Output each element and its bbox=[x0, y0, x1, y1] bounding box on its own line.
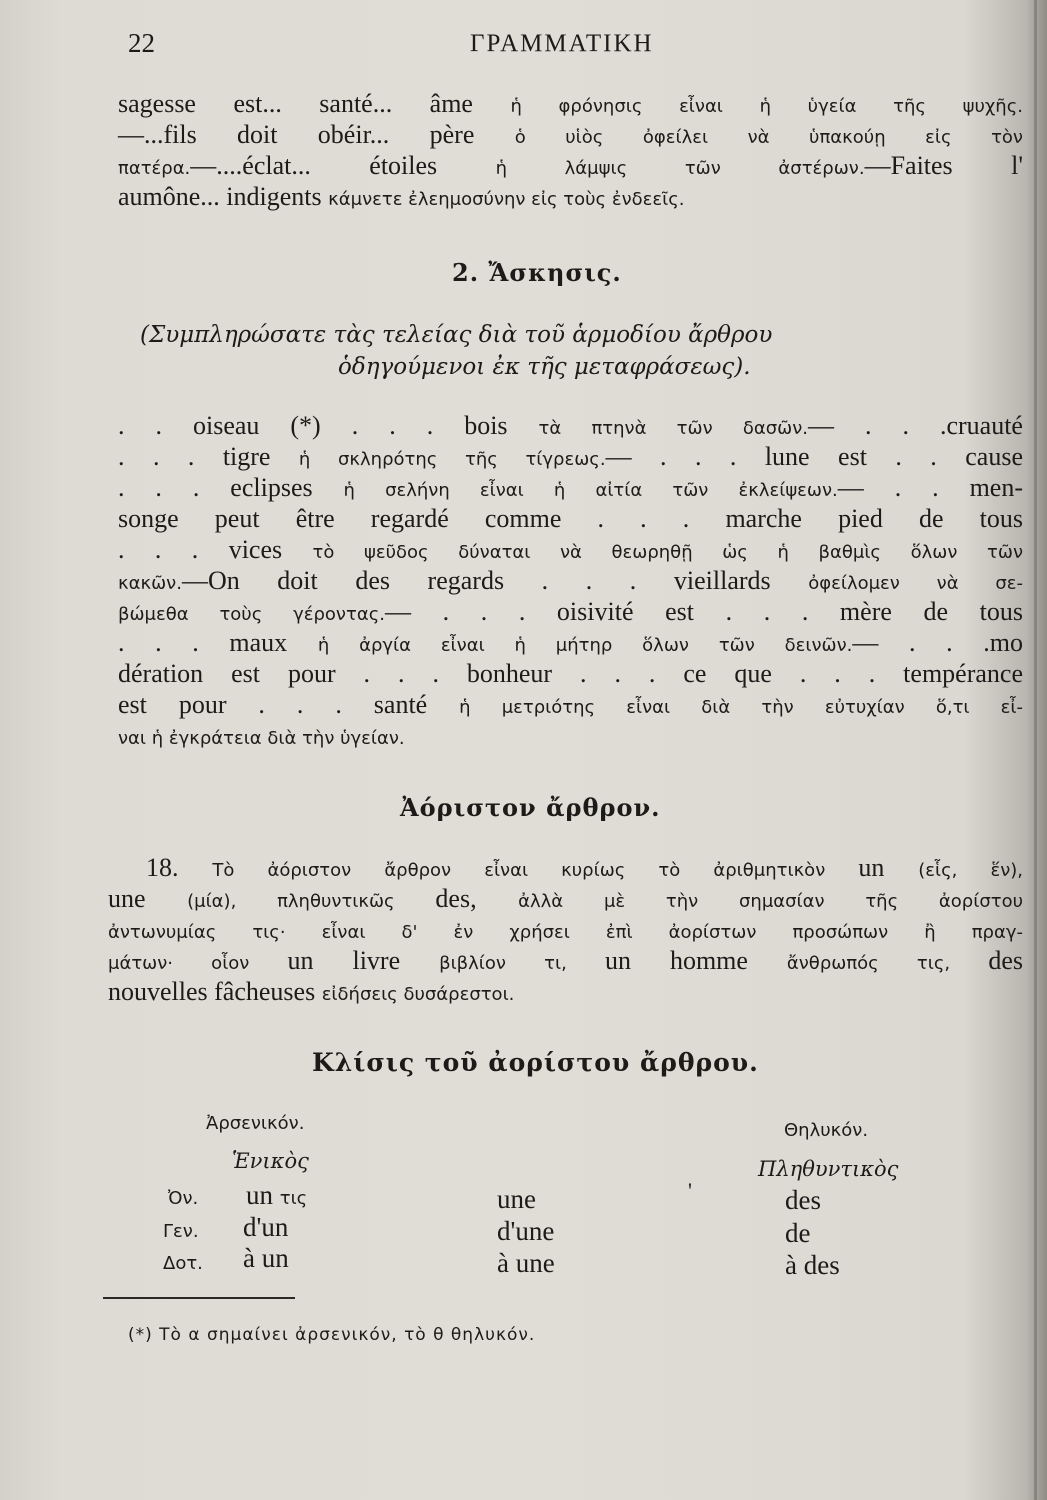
singular-label: Ἑνικὸς bbox=[232, 1149, 309, 1173]
text-line: . . . vices τὸ ψεῦδος δύναται νὰ θεωρηθῇ ὡς ἡ βαθμὶς ὅλων τῶν bbox=[118, 535, 1023, 564]
feminine-label: Θηλυκόν. bbox=[784, 1120, 869, 1141]
exercise-heading: 2. Ἄσκησις. bbox=[452, 258, 622, 287]
plural-form: de bbox=[785, 1218, 811, 1248]
case-label: Ὀν. bbox=[168, 1188, 199, 1209]
text-line: dération est pour . . . bonheur . . . ce que . . . tempérance bbox=[118, 659, 1023, 688]
exercise-paragraph bbox=[118, 410, 1023, 751]
footnote: (*) Τὸ α σημαίνει ἀρσενικόν, τὸ θ θηλυκόν. bbox=[128, 1325, 536, 1345]
footnote-rule bbox=[103, 1297, 295, 1299]
exercise-instruction-line2: ὁδηγούμενοι ἐκ τῆς μεταφράσεως). bbox=[338, 354, 751, 380]
text-line: sagesse est... santé... âme ἡ φρόνησις εἶναι ἡ ὑγεία τῆς ψυχῆς. bbox=[118, 89, 1023, 118]
text-line: aumône... indigents κάμνετε ἐλεημοσύνην εἰς τοὺς ἐνδεεῖς. bbox=[118, 182, 685, 211]
case-label: Γεν. bbox=[163, 1221, 199, 1242]
fem-form: d'une bbox=[497, 1216, 555, 1246]
plural-form: à des bbox=[785, 1250, 840, 1280]
text-line: . . . maux ἡ ἀργία εἶναι ἡ μήτηρ ὅλων τῶν δεινῶν.— . . .mo bbox=[118, 628, 1024, 657]
page-edge-line bbox=[1034, 0, 1037, 1500]
top-paragraph bbox=[118, 88, 1023, 212]
text-line: βώμεθα τοὺς γέροντας.— . . . oisivité est . . . mère de tous bbox=[118, 597, 1023, 626]
text-line: est pour . . . santé ἡ μετριότης εἶναι διὰ τὴν εὐτυχίαν ὅ,τι εἶ- bbox=[118, 690, 1023, 719]
text-line: —...fils doit obéir... père ὁ υἱὸς ὀφείλει νὰ ὑπακούῃ εἰς τὸν bbox=[118, 120, 1023, 149]
text-line: une (μία), πληθυντικῶς des, ἀλλὰ μὲ τὴν σημασίαν τῆς ἀορίστου bbox=[108, 884, 1023, 913]
page-number: 22 bbox=[128, 28, 155, 58]
exercise-instruction-line1: (Συμπληρώσατε τὰς τελείας διὰ τοῦ ἁρμοδίου ἄρθρου bbox=[140, 322, 773, 348]
masculine-label: Ἀρσενικόν. bbox=[206, 1113, 305, 1134]
running-title: ΓΡΑΜΜΑΤΙΚΗ bbox=[470, 30, 654, 57]
masc-form: un τις bbox=[246, 1180, 308, 1210]
text-line: 18. Τὸ ἀόριστον ἄρθρον εἶναι κυρίως τὸ ἀριθμητικὸν un (εἷς, ἕν), bbox=[146, 853, 1024, 882]
text-line: κακῶν.—On doit des regards . . . vieillards ὀφείλομεν νὰ σε- bbox=[118, 566, 1023, 595]
fem-form: à une bbox=[497, 1248, 555, 1278]
section-heading-indefinite-article: Ἀόριστον ἄρθρον. bbox=[400, 793, 661, 822]
text-line: nouvelles fâcheuses εἰδήσεις δυσάρεστοι. bbox=[108, 977, 515, 1006]
text-line: . . . eclipses ἡ σελήνη εἶναι ἡ αἰτία τῶν ἐκλείψεων.— . . men- bbox=[118, 473, 1024, 502]
case-label: Δοτ. bbox=[163, 1253, 203, 1274]
text-line: ἀντωνυμίας τις· εἶναι δ' ἐν χρήσει ἐπὶ ἀορίστων προσώπων ἢ πραγ- bbox=[108, 922, 1023, 943]
masc-form: d'un bbox=[243, 1212, 289, 1242]
text-line: ναι ἡ ἐγκράτεια διὰ τὴν ὑγείαν. bbox=[118, 728, 405, 749]
plural-label: Πληθυντικὸς bbox=[758, 1157, 899, 1181]
fem-form: une bbox=[497, 1184, 536, 1214]
section18-paragraph bbox=[108, 852, 1023, 1007]
text-line: πατέρα.—....éclat... étoiles ἡ λάμψις τῶν ἀστέρων.—Faites l' bbox=[118, 151, 1024, 180]
text-line: μάτων· οἷον un livre βιβλίον τι, un homme ἄνθρωπός τις, des bbox=[108, 946, 1023, 975]
declension-heading: Κλίσις τοῦ ἀορίστου ἄρθρου. bbox=[312, 1048, 759, 1077]
stray-mark: ' bbox=[688, 1178, 692, 1203]
masc-form: à un bbox=[243, 1243, 289, 1273]
text-line: songe peut être regardé comme . . . marche pied de tous bbox=[118, 504, 1023, 533]
plural-form: des bbox=[785, 1185, 821, 1215]
text-line: . . . tigre ἡ σκληρότης τῆς τίγρεως.— . . . lune est . . cause bbox=[118, 442, 1023, 471]
text-line: . . oiseau (*) . . . bois τὰ πτηνὰ τῶν δασῶν.— . . .cruauté bbox=[118, 411, 1023, 440]
